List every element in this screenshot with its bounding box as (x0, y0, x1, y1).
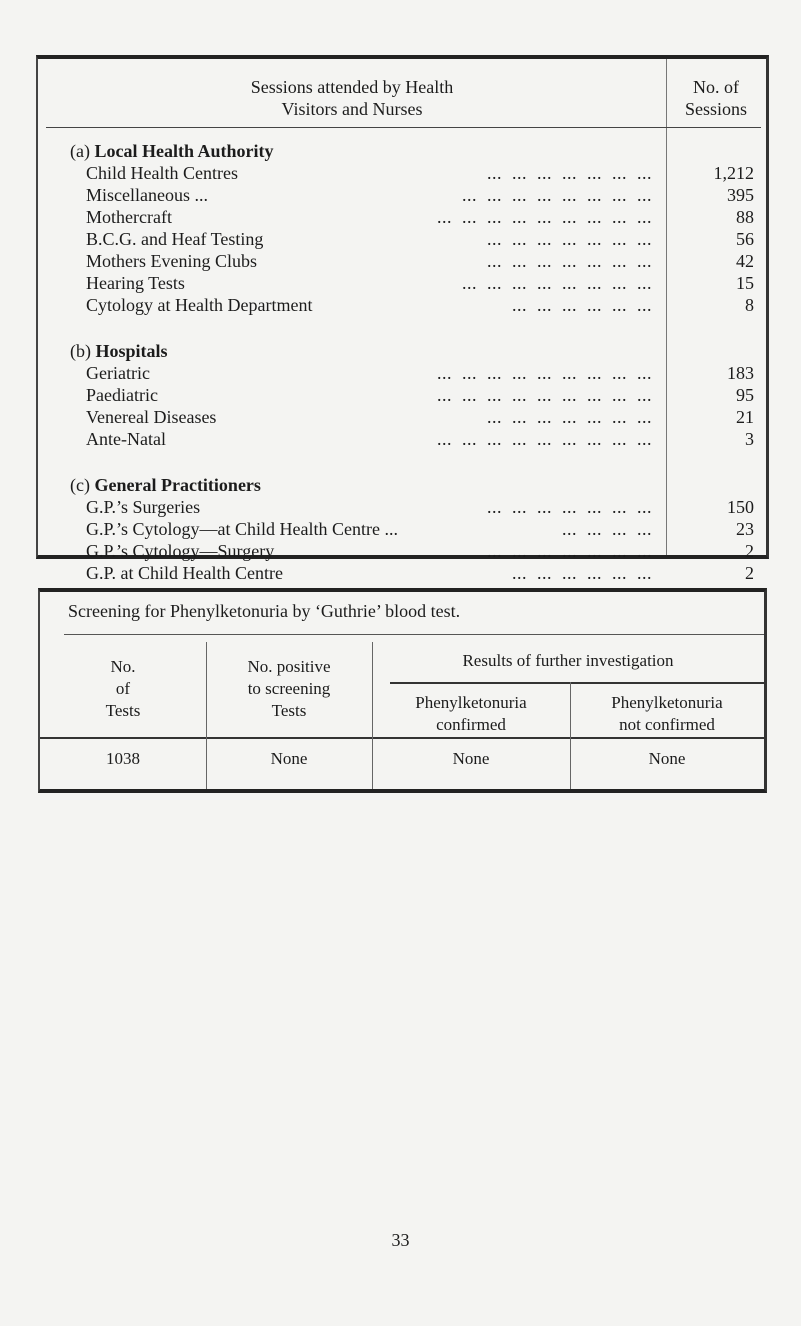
sessions-table (36, 55, 769, 583)
table-row: Miscellaneous ... ... ... ... ... ... ... ... ... 395 (86, 185, 754, 205)
table-row: Child Health Centres ... ... ... ... ... ... ... 1,212 (86, 163, 754, 183)
section-heading-general-practitioners: (c) General Practitioners (70, 475, 261, 495)
header-not-confirmed: Phenylketonuria not confirmed (611, 693, 723, 734)
table-row: G.P.’s Surgeries ... ... ... ... ... ... ... 150 (86, 497, 754, 517)
subheader-rule (390, 682, 764, 684)
table-row: Cytology at Health Department ... ... ... ... ... ... 8 (86, 295, 754, 315)
cell-positive: None (270, 749, 308, 768)
page-number: 33 (391, 1230, 410, 1250)
header-results-group: Results of further investigation (462, 651, 674, 670)
title-rule (64, 634, 764, 635)
table-row: Ante-Natal ... ... ... ... ... ... ... ... ... 3 (86, 429, 754, 449)
sessions-header: Sessions attended by Health Visitors and Nurses (250, 77, 454, 119)
table-row: Mothercraft ... ... ... ... ... ... ... ... ... 88 (86, 207, 754, 227)
table-row: Mothers Evening Clubs ... ... ... ... ... ... ... 42 (86, 251, 754, 271)
screening-title: Screening for Phenylketonuria by ‘Guthrie’ blood test. (68, 601, 461, 621)
table-row: G.P.’s Cytology—at Child Health Centre ... ... ... ... ... 23 (86, 519, 754, 539)
section-heading-hospitals: (b) Hospitals (70, 341, 168, 361)
table-row: G.P.’s Cytology—Surgery ... ... ... ... ... ... ... 2 (86, 541, 754, 561)
cell-tests: 1038 (106, 749, 140, 768)
header-positive-tests: No. positive to screening Tests (247, 657, 331, 720)
cell-confirmed: None (452, 749, 490, 768)
header-rule (46, 127, 761, 128)
screening-table (38, 588, 767, 793)
table-row: Hearing Tests ... ... ... ... ... ... ... ... 15 (86, 273, 754, 293)
header-rule (40, 737, 764, 739)
cell-not-confirmed: None (648, 749, 686, 768)
table-row: Paediatric ... ... ... ... ... ... ... ... ... 95 (86, 385, 754, 405)
section-heading-local-health-authority: (a) Local Health Authority (70, 141, 274, 161)
table-row: Geriatric ... ... ... ... ... ... ... ... ... 183 (86, 363, 754, 383)
header-number-of-tests: No. of Tests (105, 657, 141, 720)
sessions-count-header: No. of Sessions (684, 77, 747, 119)
table-row: Venereal Diseases ... ... ... ... ... ... ... 21 (86, 407, 754, 427)
header-confirmed: Phenylketonuria confirmed (415, 693, 527, 734)
table-row: B.C.G. and Heaf Testing ... ... ... ... ... ... ... 56 (86, 229, 754, 249)
table-row: G.P. at Child Health Centre ... ... ... ... ... ... 2 (86, 563, 754, 583)
